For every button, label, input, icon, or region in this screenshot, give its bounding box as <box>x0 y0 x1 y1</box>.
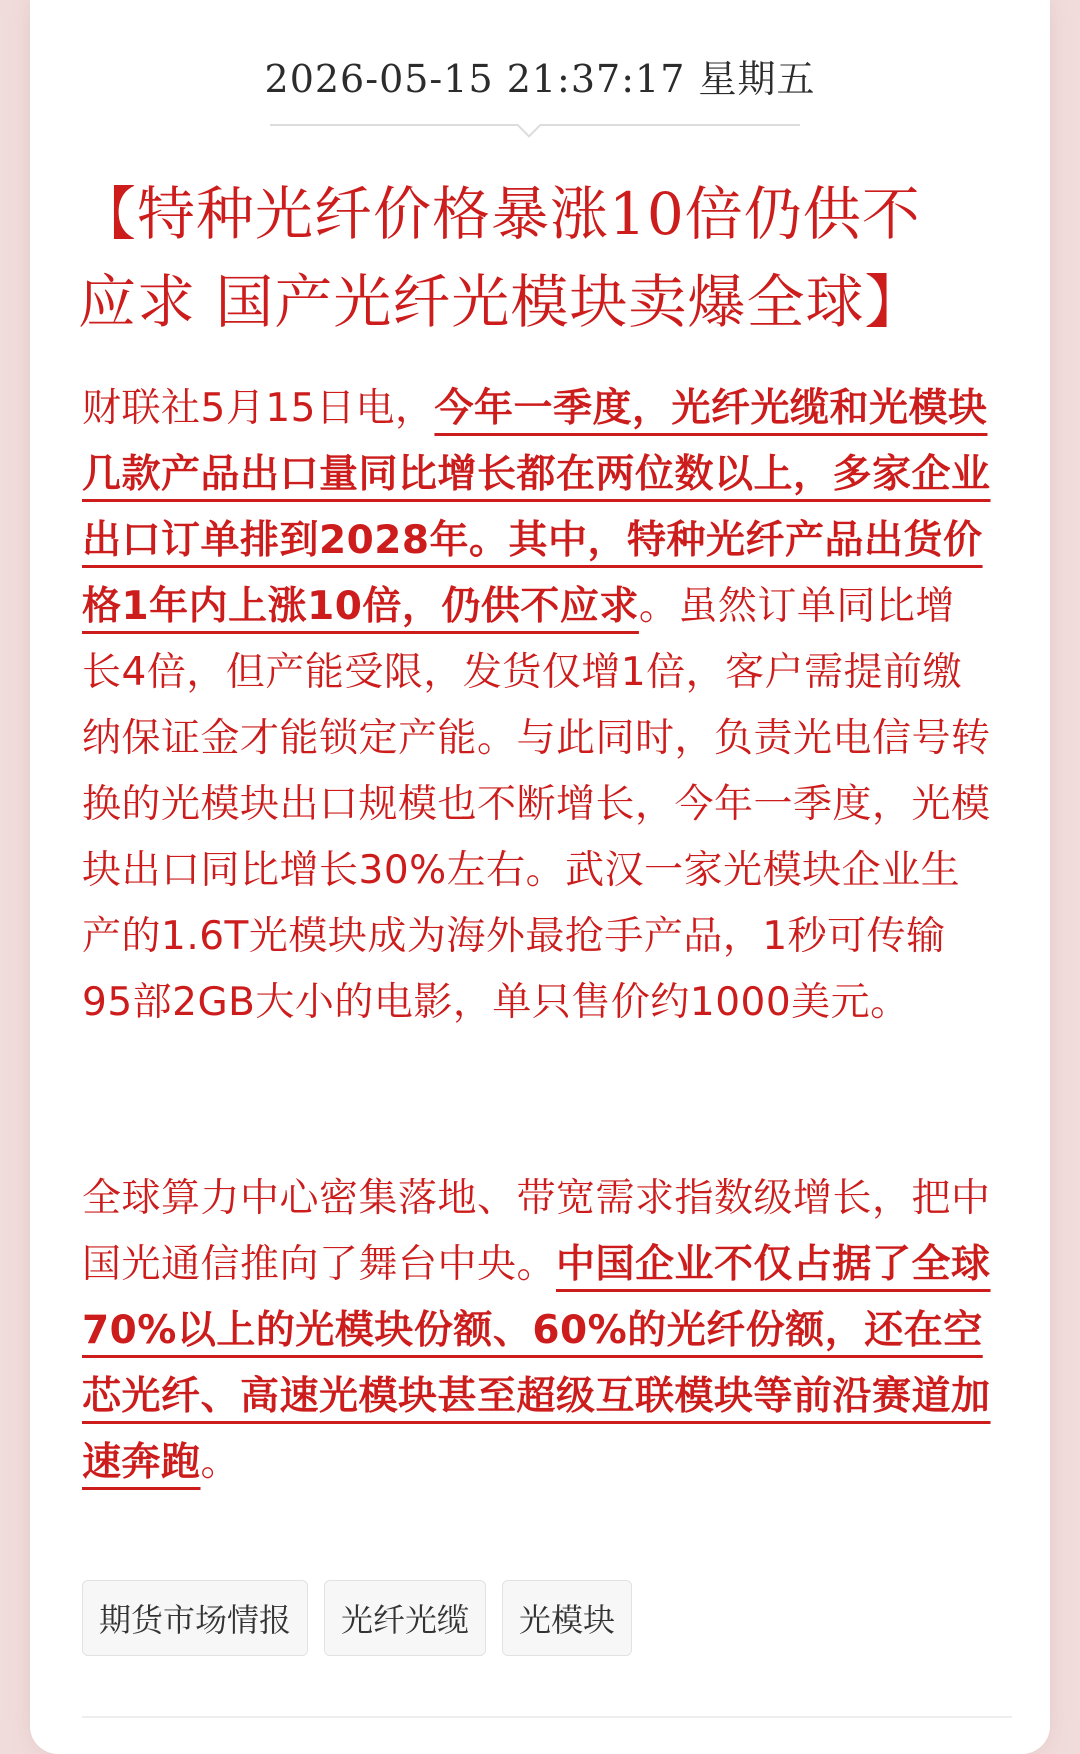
timestamp-container <box>0 48 1080 103</box>
article-paragraph-2 <box>82 1166 992 1496</box>
article-paragraph-1 <box>82 376 992 1036</box>
paragraph-2-lead: 全球算力中心密集落地、带宽需求指数级增长，把中国光通信推向了舞台中央。 <box>82 1176 991 1287</box>
tag-futures-market[interactable]: 期货市场情报 <box>82 1580 308 1656</box>
tag-list <box>82 1580 632 1656</box>
paragraph-2-rest: 。 <box>200 1440 241 1485</box>
paragraph-1-rest: 。虽然订单同比增长4倍，但产能受限，发货仅增1倍，客户需提前缴纳保证金才能锁定产能。与此同时，负责光电信号转换的光模块出口规模也不断增长，今年一季度，光模块出口同比增长30%左右。武汉一家光模块企业生产的1.6T光模块成为海外最抢手产品，1秒可传输95部2GB大小的电影，单只售价约1000美元。 <box>82 584 991 1025</box>
paragraph-1-highlight: 今年一季度，光纤光缆和光模块几款产品出口量同比增长都在两位数以上，多家企业出口订单排到2028年。其中，特种光纤产品出货价格1年内上涨10倍，仍供不应求 <box>82 386 991 629</box>
timestamp: 2026-05-15 21:37:17 星期五 <box>264 57 816 101</box>
tag-fiber-cable[interactable]: 光纤光缆 <box>324 1580 486 1656</box>
paragraph-2-highlight: 中国企业不仅占据了全球70%以上的光模块份额、60%的光纤份额，还在空芯光纤、高速光模块甚至超级互联模块等前沿赛道加速奔跑 <box>82 1242 991 1485</box>
bottom-divider <box>82 1716 1012 1718</box>
tag-optical-module[interactable]: 光模块 <box>502 1580 632 1656</box>
article-headline: 【特种光纤价格暴涨10倍仍供不应求 国产光纤光模块卖爆全球】 <box>78 180 924 336</box>
paragraph-1-lead: 财联社5月15日电， <box>82 386 435 431</box>
